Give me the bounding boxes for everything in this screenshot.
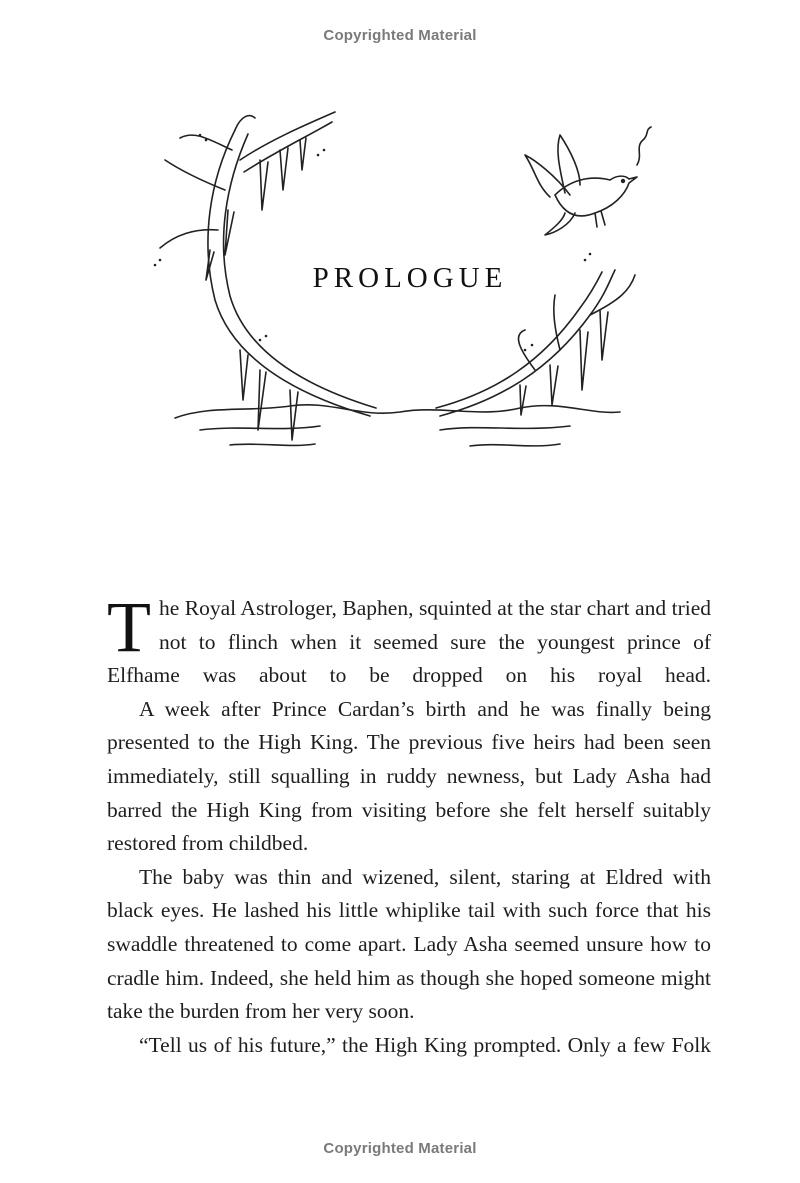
copyright-watermark-top: Copyrighted Material (323, 27, 477, 44)
paragraph-1 (107, 587, 711, 693)
paragraph-2: A week after Prince Cardan’s birth and he was finally being presented to the High King. The previous five heirs had been seen immediately, still squalling in ruddy newness, but Lady Asha had barred the High King from visiting before she felt herself suitably restored from childbed. (107, 696, 711, 856)
drop-cap: T (107, 587, 151, 667)
body-text (107, 587, 711, 1062)
paragraph-1-text: he Royal Astrologer, Baphen, squinted at the star chart and tried not to flinch when it seemed sure the youngest prince of Elfhame was about to be dropped on his royal head. (107, 596, 711, 688)
paragraph-4: “Tell us of his future,” the High King prompted. Only a few Folk (139, 1032, 711, 1057)
chapter-title: PROLOGUE (312, 262, 508, 294)
paragraph-3: The baby was thin and wizened, silent, staring at Eldred with black eyes. He lashed his little whiplike tail with such force that his swaddle threatened to come apart. Lady Asha seemed unsure how to cradle him. Indeed, she held him as though she hoped someone might take the burden from her very soon. (107, 864, 711, 1024)
copyright-watermark-bottom: Copyrighted Material (323, 1140, 477, 1157)
